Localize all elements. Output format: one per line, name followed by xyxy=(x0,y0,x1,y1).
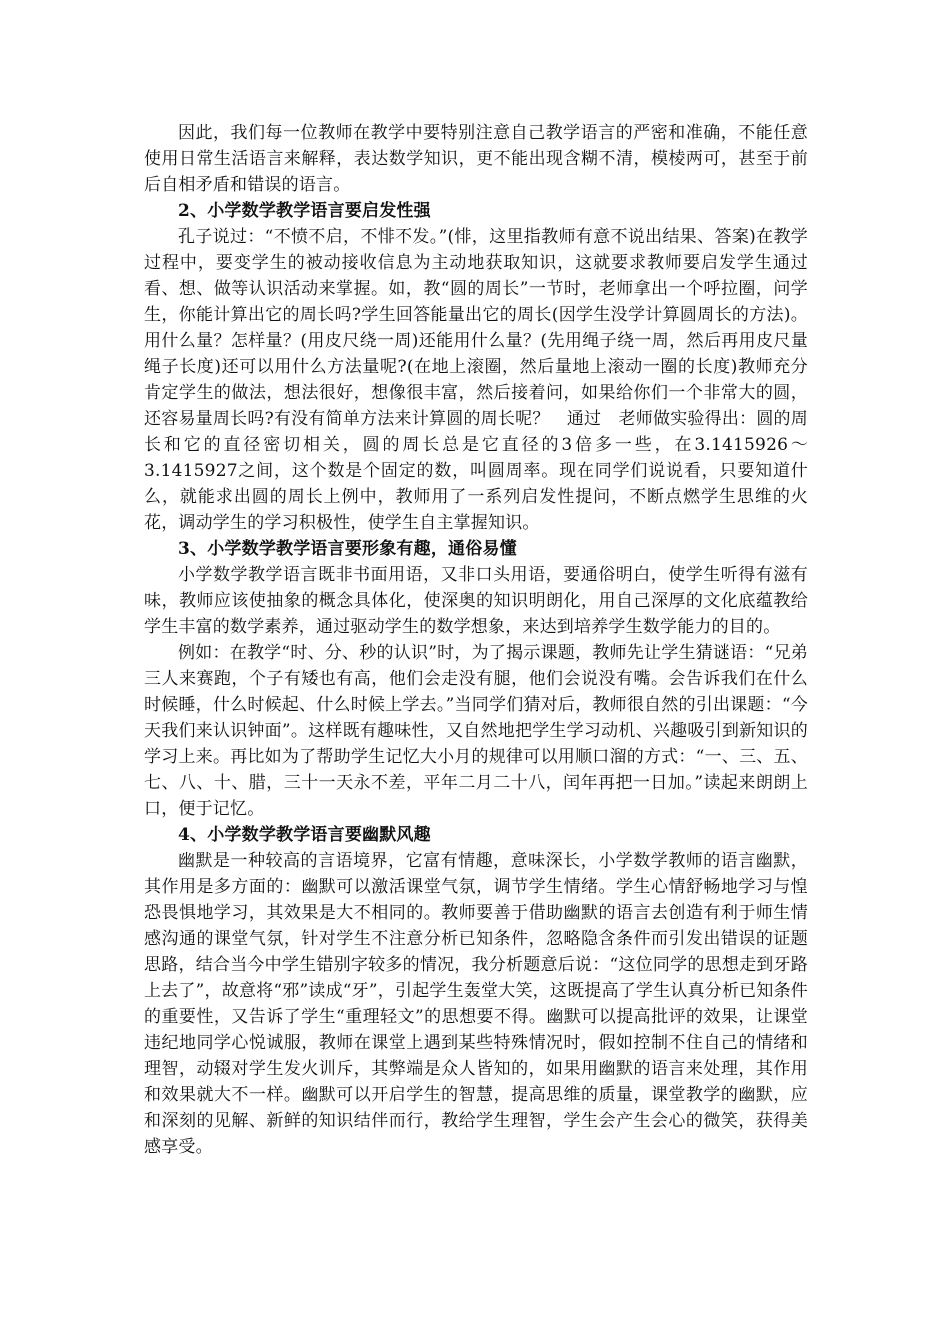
paragraph-humor: 幽默是一种较高的言语境界，它富有情趣，意味深长，小学数学教师的语言幽默，其作用是多方面的：幽默可以激活课堂气氛，调节学生情绪。学生心情舒畅地学习与惶恐畏惧地学习，其效果是大不相同的。教师要善于借助幽默的语言去创造有利于师生情感沟通的课堂气氛，针对学生不注意分析已知条件，忽略隐含条件而引发出错误的证题思路，结合当今中学生错别字较多的情况，我分析题意后说：“这位同学的思想走到牙路上去了”，故意将“邪”读成“牙”，引起学生轰堂大笑，这既提高了学生认真分析已知条件的重要性，又告诉了学生“重理轻文”的思想要不得。幽默可以提高批评的效果，让课堂违纪地同学心悦诚服，教师在课堂上遇到某些特殊情况时，假如控制不住自己的情绪和理智，动辍对学生发火训斥，其弊端是众人皆知的，如果用幽默的语言来处理，其作用和效果就大不一样。幽默可以开启学生的智慧，提高思维的质量，课堂教学的幽默，应和深刻的见解、新鲜的知识结伴而行，教给学生理智，学生会产生会心的微笑，获得美感享受。 xyxy=(144,851,808,1157)
paragraph-heuristic-teaching: 孔子说过：“不愤不启，不悱不发。”(悱，这里指教师有意不说出结果、答案)在教学过程中，要变学生的被动接收信息为主动地获取知识，这就要求教师要启发学生通过看、想、做等认识活动来掌握。如，教“圆的周长”一节时，老师拿出一个呼拉圈，问学生，你能计算出它的周长吗?学生回答能量出它的周长(因学生没学计算圆周长的方法)。用什么量？怎样量？(用皮尺绕一周)还能用什么量？(先用绳子绕一周，然后再用皮尺量绳子长度)还可以用什么方法量呢?(在地上滚圈，然后量地上滚动一圈的长度)教师充分肯定学生的做法，想法很好，想像很丰富，然后接着问，如果给你们一个非常大的圆，还容易量周长吗?有没有简单方法来计算圆的周长呢？ 通过 老师做实验得出：圆的周长和它的直径密切相关，圆的周长总是它直径的3倍多一些，在3.1415926～3.1415927之间，这个数是个固定的数，叫圆周率。现在同学们说说看，只要知道什么，就能求出圆的周长上例中，教师用了一系列启发性提问，不断点燃学生思维的火花，调动学生的学习积极性，使学生自主掌握知识。 xyxy=(144,227,808,533)
section-heading-4: 4、小学数学教学语言要幽默风趣 xyxy=(178,825,431,845)
section-heading-2: 2、小学数学教学语言要启发性强 xyxy=(178,201,431,221)
paragraph-vivid-language: 小学数学教学语言既非书面用语，又非口头用语，要通俗明白，使学生听得有滋有味，教师应该使抽象的概念具体化，使深奥的知识明朗化，用自己深厚的文化底蕴教给学生丰富的数学素养，通过驱动学生的数学想象，来达到培养学生数学能力的目的。 xyxy=(144,565,808,637)
paragraph-intro-precision: 因此，我们每一位教师在教学中要特别注意自己教学语言的严密和准确，不能任意使用日常生活语言来解释，表达数学知识，更不能出现含糊不清，模棱两可，甚至于前后自相矛盾和错误的语言。 xyxy=(144,123,808,195)
section-heading-3: 3、小学数学教学语言要形象有趣，通俗易懂 xyxy=(178,539,517,559)
document-body xyxy=(144,120,808,1160)
paragraph-riddle-example: 例如：在教学“时、分、秒的认识”时，为了揭示课题，教师先让学生猜谜语：“兄弟三人来赛跑，个子有矮也有高，他们会走没有腿，他们会说没有嘴。会告诉我们在什么时候睡，什么时候起、什么时候上学去。”当同学们猜对后，教师很自然的引出课题：“今天我们来认识钟面”。这样既有趣味性，又自然地把学生学习动机、兴趣吸引到新知识的学习上来。再比如为了帮助学生记忆大小月的规律可以用顺口溜的方式：“一、三、五、七、八、十、腊，三十一天永不差，平年二月二十八，闰年再把一日加。”读起来朗朗上口，便于记忆。 xyxy=(144,643,808,819)
